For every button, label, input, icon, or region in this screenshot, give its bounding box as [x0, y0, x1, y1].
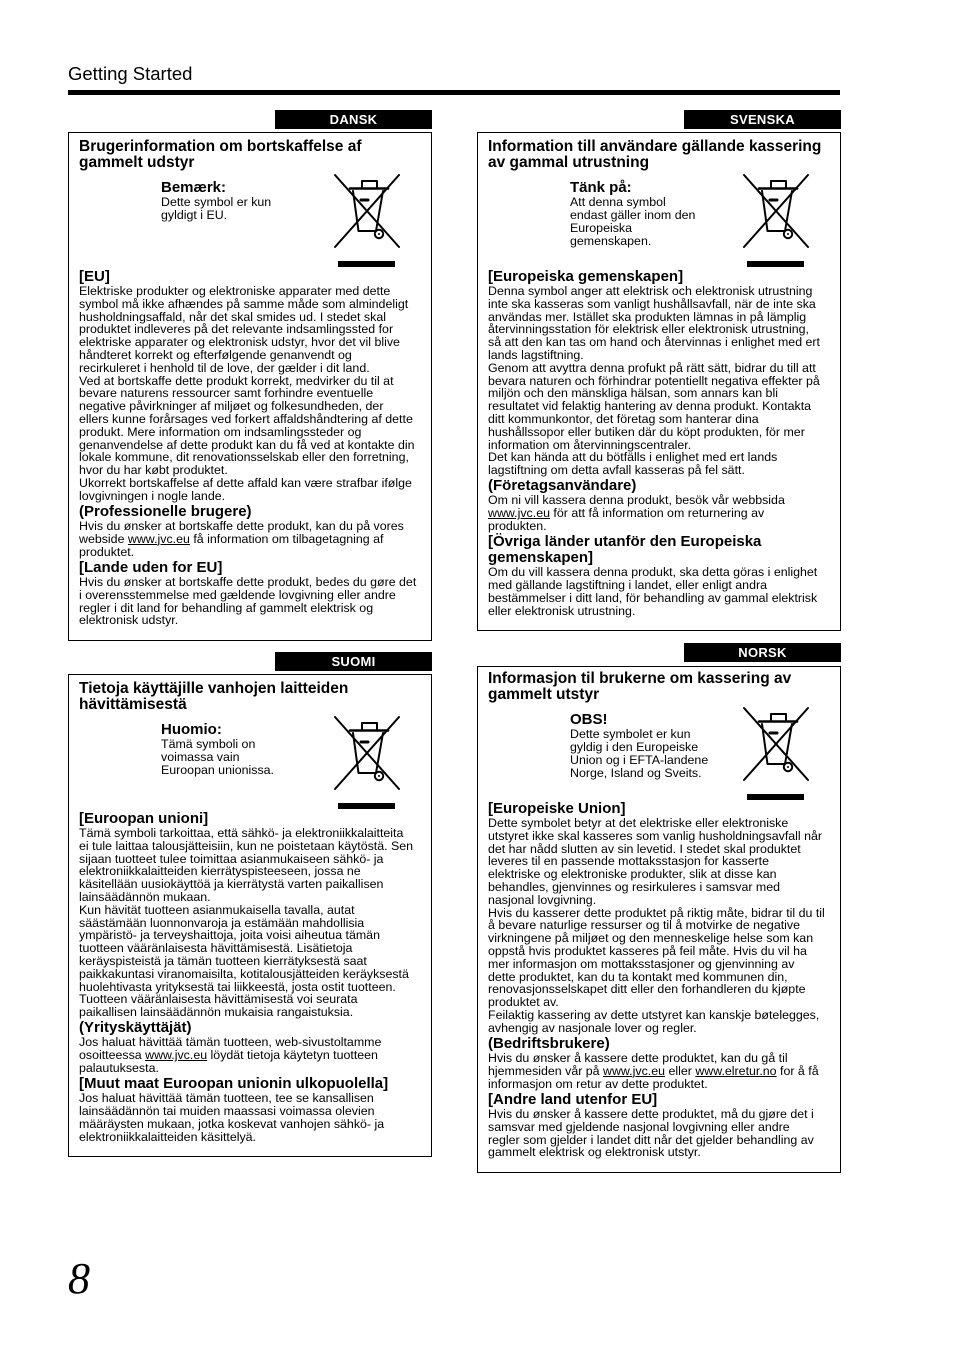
section-heading: (Företagsanvändare) — [488, 477, 637, 495]
section-paragraph: Hvis du ønsker at bortskaffe dette produkt, bedes du gøre det i overensstemmelse med gældende lovgivning eller andre regler i dit land for behandling af gammelt elektrisk og elektronisk udstyr. — [79, 574, 417, 628]
page-number: 8 — [68, 1254, 90, 1303]
section-heading: [Europeiska gemenskapen] — [488, 268, 684, 285]
crossed-out-wheeled-bin-icon — [742, 173, 810, 249]
tab-dansk-label: DANSK — [329, 112, 378, 127]
crossed-out-wheeled-bin-icon — [333, 715, 401, 791]
note-text: Tämä symboli on voimassa vain Euroopan unionissa. — [161, 737, 274, 777]
tab-norsk-label: NORSK — [738, 645, 787, 660]
paragraph-text: eller — [665, 1063, 696, 1078]
section-norsk — [477, 666, 841, 1173]
note-block — [570, 712, 708, 780]
crossed-out-wheeled-bin-icon — [333, 173, 401, 249]
section-paragraph: Denna symbol anger att elektrisk och elektronisk utrustning inte ska kasseras som vanligt hushållsavfall, när de inte ska användas mer. Istället ska produkten lämnas in på lämplig återvinningsstation för elektrisk eller elektronisk utrustning, så att den kan tas om hand och återvinnas i enlighet med ert lands lagstiftning. Genom att avyttra denna profukt på rätt sätt, bidrar du till att bevara naturen och förhindrar potentiellt negativa effekter på miljön och den mänskliga hälsan, som annars kan bli resultatet vid felaktig hantering av denna produkt. Kontakta ditt kommunkontor, det företag som hanterar dina hushållssopor eller butiken där du köpt produkten, för mer information om återvinningscentraler. Det kan hända att du bötfälls i enlighet med ert lands lagstiftning om detta avfall kasseras på fel sätt. — [488, 284, 820, 478]
note-block — [570, 180, 695, 248]
note-label: Tänk på: — [570, 179, 632, 196]
section-paragraph: Dette symbolet betyr at det elektriske eller elektroniske utstyret ikke skal kasseres som vanlig husholdningsavfall når det har nådd slutten av sin levetid. I stedet skal produktet leveres til en passende mottaksstasjon for kasserte elektriske og elektroniske produkter, slik at disse kan behandles, gjenvinnes og resirkuleres i samsvar med nasjonal lovgivning. Hvis du kasserer dette produktet på riktig måte, bidrar til du til å bevare naturlige ressurser og til å motvirke de negative virkningene på miljøet og den menneskelige helse som kan oppstå hvis produktet kasseres på feil måte. Hvis du vil ha mer informasjon om mottaksstasjoner og gjenvinning av dette produktet, kan du ta kontakt med kommunen din, renovasjonsselskapet ditt eller den forhandleren du kjøpte produktet av. Feilaktig kassering av dette utstyret kan kanskje bøtelegges, avhengig av nasjonale lover og regler. — [488, 816, 825, 1035]
section-paragraph — [79, 520, 427, 558]
tab-suomi-label: SUOMI — [331, 654, 376, 669]
weee-bar — [747, 261, 804, 267]
paragraph-text: löydät tietoja käytetyn tuotteen palautuksesta. — [79, 1048, 378, 1076]
paragraph-text: Om ni vill kassera denna produkt, besök vår webbsida — [488, 493, 785, 508]
weee-bar — [338, 803, 395, 809]
header-rule — [68, 90, 840, 95]
section-svenska-title: Information till användare gällande kassering av gammal utrustning — [488, 138, 822, 171]
note-label: Bemærk: — [161, 179, 227, 196]
website-link[interactable]: www.jvc.eu — [603, 1063, 665, 1078]
section-paragraph — [488, 1052, 836, 1090]
section-paragraph: Tämä symboli tarkoittaa, että sähkö- ja elektroniikkalaitteita ei tule laittaa talousjätteisiin, kun ne poistetaan käytöstä. Sen sijaan tuotteet tulee toimittaa asianmukaiseen sähkö- ja elektroniikkalaitteiden kierrätyspisteeseen, jossa ne käsitellään uusiokäyttöä ja kierrätystä varten paikallisen lainsäädännön mukaan. Kun hävität tuotteen asianmukaisella tavalla, autat säästämään luonnonvaroja ja estämään mahdollisia ympäristö- ja terveyshaittoja, joita voisi aiheutua tämän tuotteen vääränlaisesta hävittämisestä. Lisätietoja keräyspisteistä ja tämän tuotteen kierrätyksestä saat paikkakuntasi viranomaisilta, kotitalousjätteiden keräyksestä huolehtivasta yrityksestä tai liikkeestä, josta ostit tuotteen. Tuotteen vääränlaisesta hävittämisestä voi seurata paikallisen lainsäädännön mukaisia rangaistuksia. — [79, 826, 414, 1020]
website-link[interactable]: www.jvc.eu — [488, 506, 550, 521]
tab-suomi — [275, 652, 432, 671]
section-suomi-title: Tietoja käyttäjille vanhojen laitteiden hävittämisestä — [79, 680, 349, 713]
note-block — [161, 180, 271, 222]
section-heading: [Euroopan unioni] — [79, 810, 209, 827]
section-svenska-note — [488, 171, 836, 269]
section-dansk — [68, 132, 432, 641]
website-link[interactable]: www.jvc.eu — [145, 1048, 208, 1063]
paragraph-text: få information om tilbagetagning af produktet. — [79, 531, 384, 559]
section-heading: [Europeiske Union] — [488, 800, 626, 817]
section-paragraph — [488, 494, 836, 532]
tab-svenska — [684, 110, 841, 129]
tab-norsk — [684, 643, 841, 662]
note-block — [161, 722, 274, 777]
paragraph-text: Hvis du ønsker at bortskaffe dette produkt, kan du på vores webside — [79, 519, 404, 546]
section-paragraph: Jos haluat hävittää tämän tuotteen, tee se kansallisen lainsäädännön tai muiden maassasi voimassa olevien määräysten mukaan, jotka koskevat vanhojen sähkö- ja elektroniikkalaitteiden käsittelyä. — [79, 1091, 385, 1144]
section-dansk-note — [79, 171, 427, 269]
section-paragraph: Hvis du ønsker å kassere dette produktet, må du gjøre det i samsvar med gjeldende nasjonal lovgivning eller andre regler som gjelder i landet ditt når det gjelder behandling av gammelt elektrisk og elektronisk utstyr. — [488, 1106, 814, 1160]
note-text: Att denna symbol endast gäller inom den Europeiska gemenskapen. — [570, 195, 696, 248]
section-suomi-note — [79, 713, 427, 811]
section-heading: (Yrityskäyttäjät) — [79, 1019, 192, 1037]
section-norsk-note — [488, 703, 836, 801]
paragraph-text: för att få information om returnering av produkten. — [488, 506, 765, 534]
section-suomi — [68, 674, 432, 1157]
section-heading: [Lande uden for EU] — [79, 558, 223, 576]
website-link-elretur[interactable]: www.elretur.no — [695, 1063, 777, 1078]
website-link[interactable]: www.jvc.eu — [127, 531, 190, 546]
note-label: OBS! — [570, 711, 608, 728]
note-text: Dette symbolet er kun gyldig i den Europeiske Union og i EFTA-landene Norge, Island og Sveits. — [570, 727, 709, 780]
note-text: Dette symbol er kun gyldigt i EU. — [161, 195, 272, 222]
section-heading: (Professionelle brugere) — [79, 503, 252, 521]
section-heading: [Muut maat Euroopan unionin ulkopuolella] — [79, 1075, 389, 1093]
section-norsk-title: Informasjon til brukerne om kassering av gammelt utstyr — [488, 670, 792, 703]
paragraph-text: for å få informasjon om retur av dette produktet. — [488, 1063, 819, 1091]
section-heading: [Övriga länder utanför den Europeiska gemenskapen] — [488, 533, 762, 567]
weee-bar — [338, 261, 395, 267]
section-heading: [Andre land utenfor EU] — [488, 1090, 658, 1108]
note-label: Huomio: — [161, 721, 222, 738]
section-paragraph — [79, 1036, 427, 1074]
paragraph-text: Jos haluat hävittää tämän tuotteen, web-sivustoltamme osoitteessa — [79, 1035, 382, 1063]
crossed-out-wheeled-bin-icon — [742, 706, 810, 782]
weee-bar — [747, 794, 804, 800]
tab-svenska-label: SVENSKA — [730, 112, 795, 127]
section-paragraph: Om du vill kassera denna produkt, ska detta göras i enlighet med gällande lagstiftning i landet, eller enligt andra bestämmelser i ditt land, för behandling av gammal elektrisk eller elektronisk utrustning. — [488, 565, 818, 618]
page-header-title: Getting Started — [68, 63, 193, 84]
section-dansk-title: Brugerinformation om bortskaffelse af gammelt udstyr — [79, 138, 362, 171]
section-heading: [EU] — [79, 268, 110, 285]
section-paragraph: Elektriske produkter og elektroniske apparater med dette symbol må ikke afhændes på samme måde som almindeligt husholdningsaffald, når det skal smides ud. I stedet skal produktet indleveres på det relevante indsamlingssted for elektriske apparater og elektronisk udstyr, hvor det vil blive håndteret korrekt og efterfølgende genanvendt og recirkuleret i henhold til de love, der gælder i dit land. Ved at bortskaffe dette produkt korrekt, medvirker du til at bevare naturens ressourcer samt forhindre eventuelle negative påvirkninger af miljøet og folkesundheden, der ellers kunne forårsages ved forkert affaldshåndtering af dette produkt. Mere information om indsamlingssteder og genanvendelse af dette produkt kan du få ved at kontakte din lokale kommune, dit renovationsselskab eller den forretning, hvor du har købt produktet. Ukorrekt bortskaffelse af dette affald kan være strafbar ifølge lovgivningen i nogle lande. — [79, 284, 415, 503]
paragraph-text: Hvis du ønsker å kassere dette produktet, kan du gå til hjemmesiden vår på — [488, 1051, 788, 1078]
section-heading: (Bedriftsbrukere) — [488, 1035, 610, 1053]
tab-dansk — [275, 110, 432, 129]
section-svenska — [477, 132, 841, 631]
